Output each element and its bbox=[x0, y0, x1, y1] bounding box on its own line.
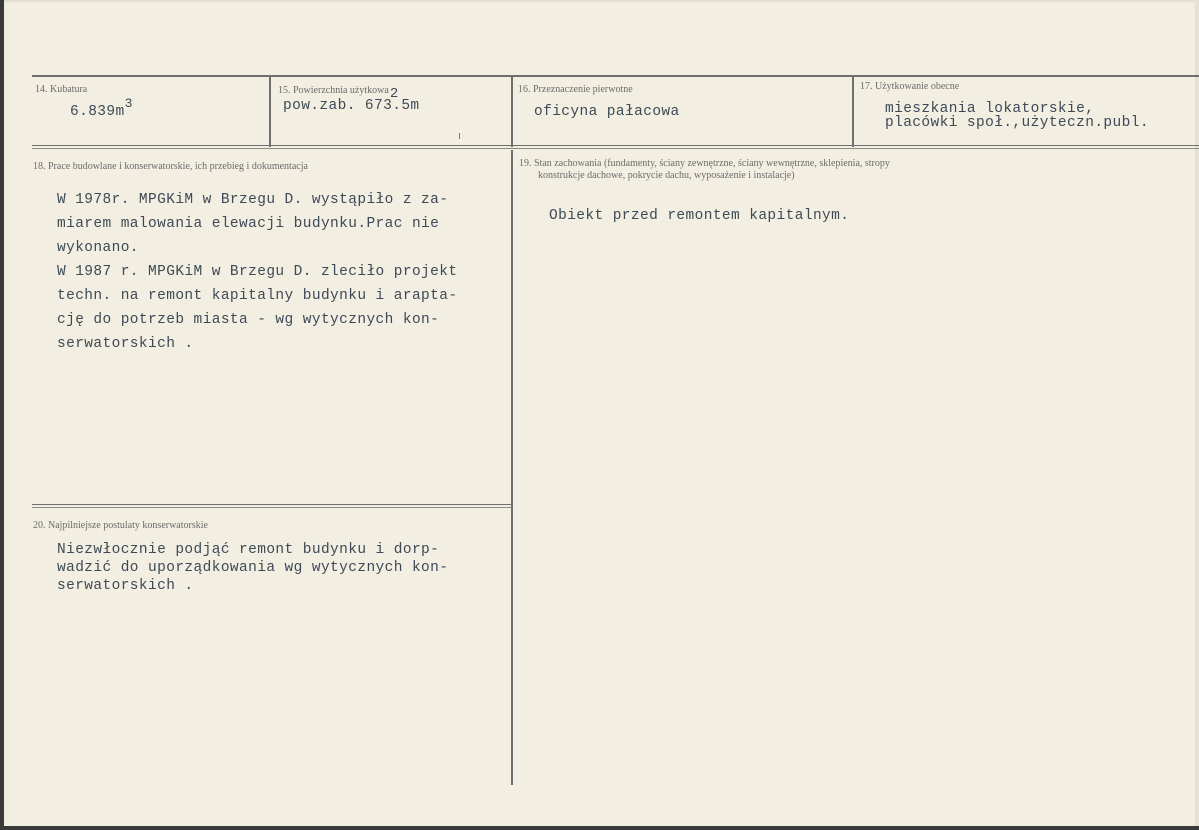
field-14-value bbox=[70, 96, 133, 120]
field-14-label: 14. Kubatura bbox=[35, 84, 88, 95]
field-14-number: 6.839m bbox=[70, 104, 125, 120]
field-15-sup: 2 bbox=[389, 86, 399, 102]
divider-16-17 bbox=[852, 75, 854, 147]
field-15-tick bbox=[459, 133, 460, 139]
field-20-line-2: wadzić do uporządkowania wg wytycznych kon- bbox=[57, 560, 449, 576]
field-14-unit-sup: 3 bbox=[124, 96, 133, 111]
section18-bottom-rule bbox=[32, 504, 512, 505]
scan-edge-right bbox=[1195, 0, 1199, 830]
divider-15-16 bbox=[511, 75, 513, 147]
field-18-line-3: wykonano. bbox=[57, 240, 139, 256]
field-20-label: 20. Najpilniejsze postulaty konserwatorskie bbox=[33, 520, 208, 531]
field-19-label-line-2: konstrukcje dachowe, pokrycie dachu, wyposażenie i instalacje) bbox=[538, 170, 795, 181]
field-18-line-2: miarem malowania elewacji budynku.Prac nie bbox=[57, 216, 440, 232]
top-rule bbox=[32, 75, 1199, 77]
field-18-line-1: W 1978r. MPGKiM w Brzegu D. wystąpiło z za- bbox=[57, 192, 449, 208]
field-15-value: pow.zab. 673.5m bbox=[283, 98, 420, 114]
field-18-line-6: cję do potrzeb miasta - wg wytycznych kon- bbox=[57, 312, 440, 328]
scan-edge-left bbox=[0, 0, 4, 830]
field-19-value: Obiekt przed remontem kapitalnym. bbox=[549, 208, 850, 224]
divider-14-15 bbox=[269, 75, 271, 147]
field-15-label-text: 15. Powierzchnia użytkowa bbox=[278, 85, 389, 96]
field-18-line-4: W 1987 r. MPGKiM w Brzegu D. zleciło projekt bbox=[57, 264, 458, 280]
scan-edge-bottom bbox=[0, 826, 1199, 830]
field-18-line-5: techn. na remont kapitalny budynku i araptа- bbox=[57, 288, 458, 304]
field-17-label: 17. Użytkowanie obecne bbox=[860, 81, 960, 92]
divider-left-right bbox=[511, 150, 513, 785]
field-18-line-7: serwatorskich . bbox=[57, 336, 194, 352]
field-16-value: oficyna pałacowa bbox=[534, 104, 680, 120]
field-18-label: 18. Prace budowlane i konserwatorskie, ich przebieg i dokumentacja bbox=[33, 161, 308, 172]
field-16-label: 16. Przeznaczenie pierwotne bbox=[518, 84, 633, 95]
field-20-line-3: serwatorskich . bbox=[57, 578, 194, 594]
field-17-line-1: mieszkania lokatorskie, bbox=[885, 101, 1095, 117]
field-15-label bbox=[278, 84, 399, 102]
field-17-line-2: placówki społ.,użyteczn.publ. bbox=[885, 115, 1149, 131]
row1-bottom-rule bbox=[32, 145, 1199, 146]
field-20-line-1: Niezwłocznie podjąć remont budynku i dorp- bbox=[57, 542, 440, 558]
field-19-label-line-1: 19. Stan zachowania (fundamenty, ściany zewnętrzne, ściany wewnętrzne, sklepienia, stropy bbox=[519, 158, 890, 169]
